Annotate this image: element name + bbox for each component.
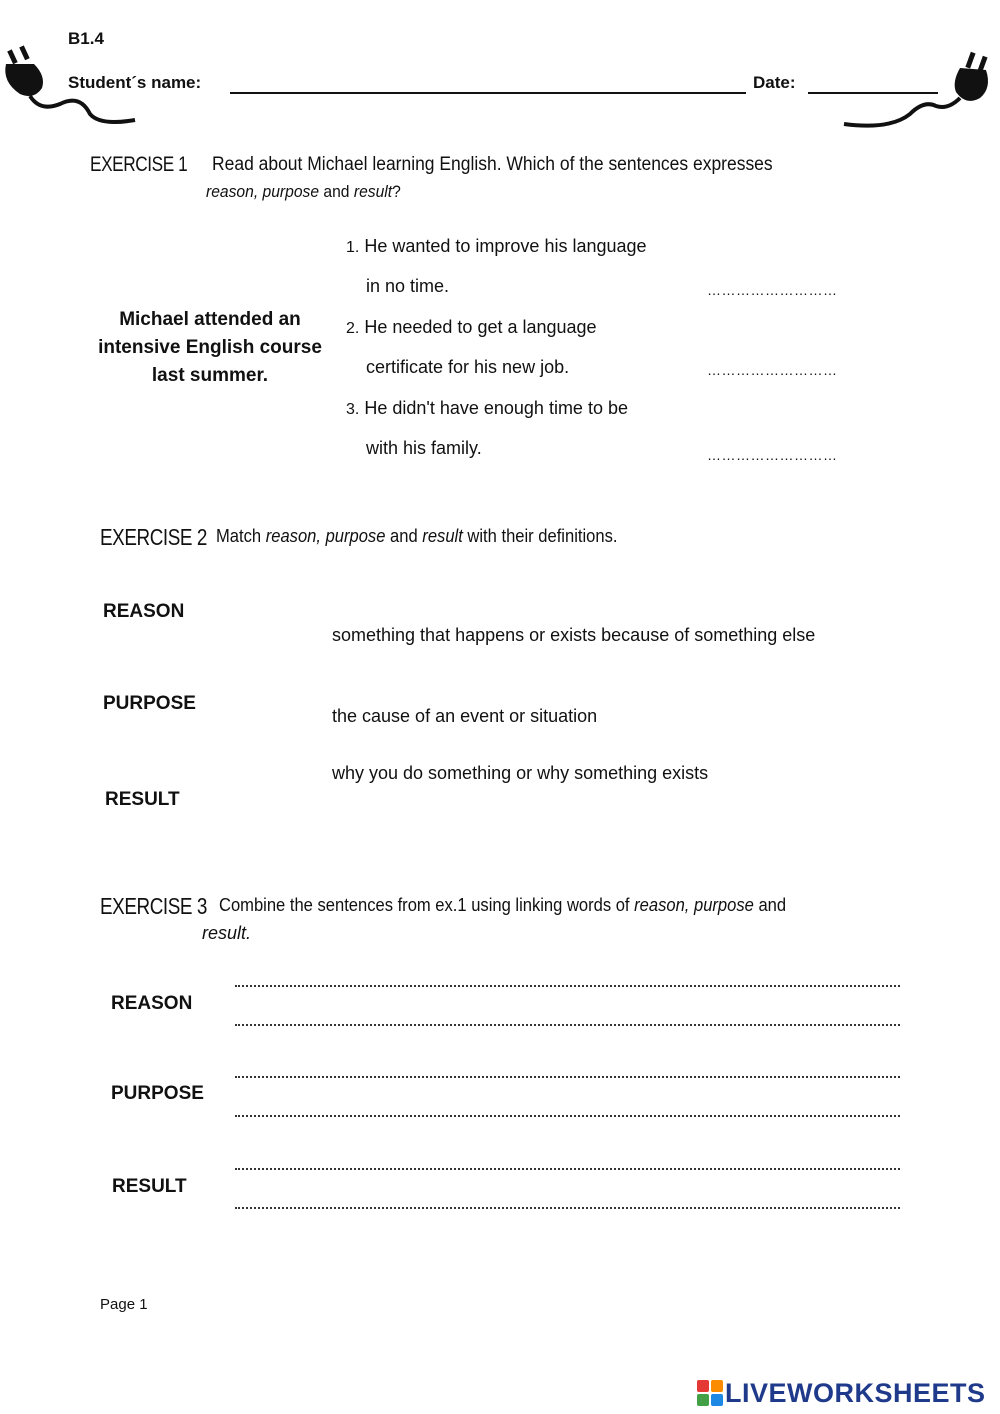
- student-name-label: Student´s name:: [68, 73, 202, 92]
- sentence-1-cont: in no time.: [366, 276, 450, 296]
- exercise-3-instruction-cont: result.: [202, 923, 252, 943]
- term-purpose[interactable]: PURPOSE: [103, 693, 196, 714]
- answer-2-field[interactable]: ………………………: [707, 362, 838, 378]
- exercise-3-instruction: Combine the sentences from ex.1 using linking words of reason, purpose and: [219, 895, 787, 915]
- sentence-2-cont: certificate for his new job.: [366, 357, 570, 377]
- student-name-field[interactable]: [230, 92, 746, 94]
- exercise-1-instruction-cont: reason, purpose and result?: [206, 182, 401, 201]
- result-answer-line-2[interactable]: [235, 1207, 900, 1209]
- logo-square-4: [711, 1394, 723, 1406]
- answer-1-field[interactable]: ………………………: [707, 282, 838, 298]
- term-result[interactable]: RESULT: [105, 789, 180, 810]
- page-number: Page 1: [100, 1296, 148, 1313]
- level-code: B1.4: [68, 29, 104, 48]
- logo-square-1: [697, 1380, 709, 1392]
- reason-answer-line-1[interactable]: [235, 985, 900, 987]
- exercise-2-instruction: Match reason, purpose and result with their definitions.: [216, 526, 618, 546]
- context-text: Michael attended an intensive English course last summer.: [98, 309, 322, 386]
- exercise-1-label: EXERCISE 1: [90, 153, 188, 176]
- sentence-1: 1. He wanted to improve his language: [346, 236, 647, 256]
- date-label: Date:: [753, 73, 796, 92]
- ex3-term-result: RESULT: [112, 1176, 187, 1197]
- sentence-2: 2. He needed to get a language: [346, 317, 597, 337]
- exercise-2-label: EXERCISE 2: [100, 524, 208, 550]
- sentence-3-cont: with his family.: [366, 438, 482, 458]
- exercise-3-label: EXERCISE 3: [100, 893, 208, 919]
- sentence-3: 3. He didn't have enough time to be: [346, 398, 628, 418]
- ex3-term-reason: REASON: [111, 993, 193, 1014]
- result-answer-line-1[interactable]: [235, 1168, 900, 1170]
- definition-3[interactable]: why you do something or why something exists: [332, 763, 709, 783]
- purpose-answer-line-2[interactable]: [235, 1115, 900, 1117]
- purpose-answer-line-1[interactable]: [235, 1076, 900, 1078]
- date-field[interactable]: [808, 92, 938, 94]
- logo-square-2: [711, 1380, 723, 1392]
- liveworksheets-logo-icon: [697, 1380, 723, 1406]
- exercise-1-instruction: Read about Michael learning English. Which of the sentences expresses: [212, 154, 773, 175]
- logo-square-3: [697, 1394, 709, 1406]
- liveworksheets-brand: LIVEWORKSHEETS: [725, 1377, 986, 1408]
- reason-answer-line-2[interactable]: [235, 1024, 900, 1026]
- term-reason[interactable]: REASON: [103, 601, 185, 622]
- answer-3-field[interactable]: ………………………: [707, 447, 838, 463]
- ex3-term-purpose: PURPOSE: [111, 1083, 204, 1104]
- definition-1[interactable]: something that happens or exists because of something else: [332, 625, 816, 645]
- definition-2[interactable]: the cause of an event or situation: [332, 706, 598, 726]
- liveworksheets-logo: [697, 1378, 986, 1408]
